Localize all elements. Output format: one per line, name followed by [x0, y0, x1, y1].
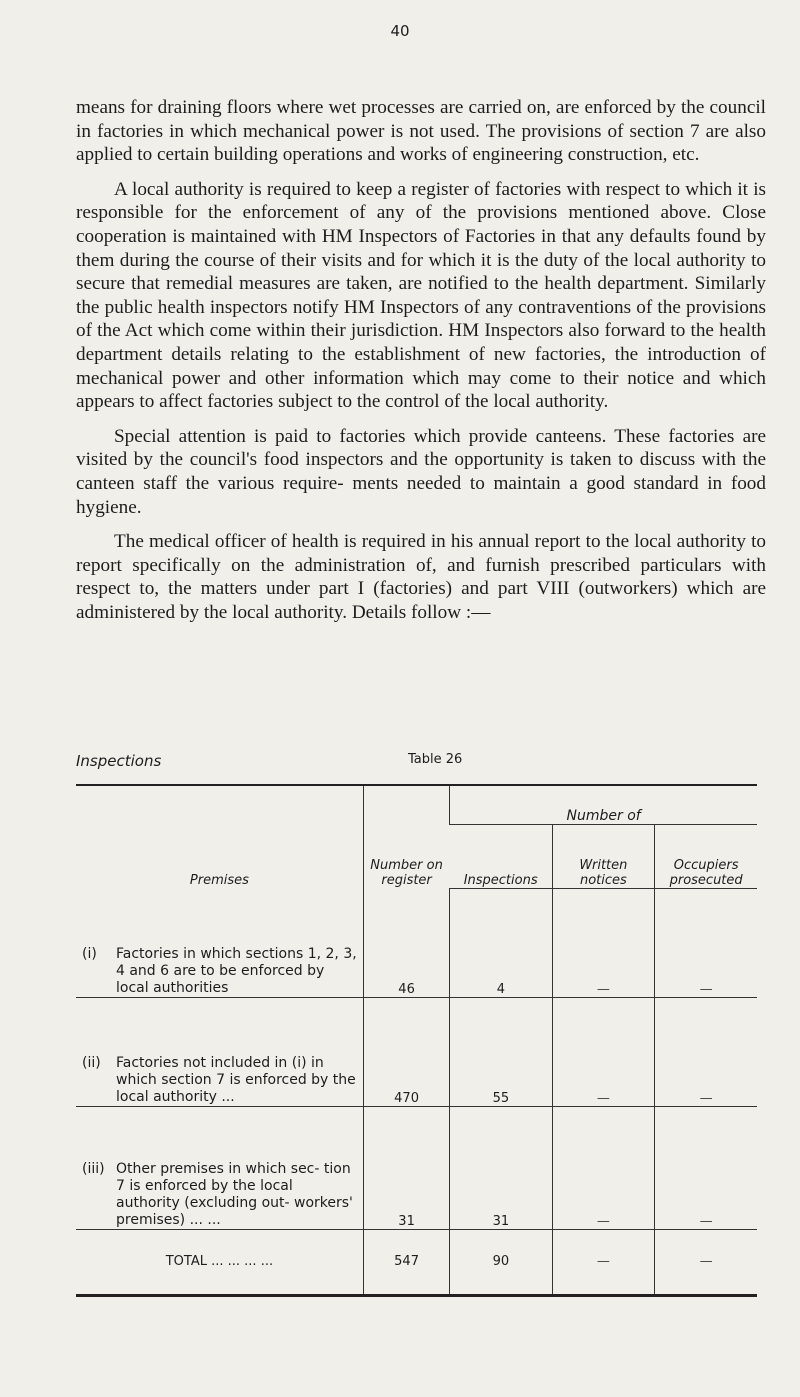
header-occupiers-prosecuted: Occupiers prosecuted [655, 824, 757, 888]
total-label: TOTAL ... ... ... ... [165, 1254, 274, 1269]
prosecuted-cell: — [655, 997, 757, 1106]
table-total-row [76, 1229, 757, 1295]
premises-text: Factories not included in (i) in which section 7 is enforced by the local authority ... [116, 1054, 356, 1105]
header-written-notices: Written notices [552, 824, 655, 888]
header-inspections: Inspections [450, 824, 552, 888]
paragraph: means for draining floors where wet processes are carried on, are enforced by the council in factories in which mechanical power is not used. The provisions of section 7 are also applied to certain building operations and works of engineering construction, etc. [76, 97, 766, 166]
header-premises: Premises [189, 873, 249, 888]
inspections-cell: 31 [450, 1106, 552, 1229]
premises-text: Other premises in which sec- tion 7 is enforced by the local authority (excluding out- workers' premises) ... ... [116, 1160, 353, 1228]
page-number: 40 [390, 22, 410, 40]
total-register: 547 [363, 1229, 449, 1295]
inspections-cell: 4 [450, 888, 552, 997]
register-cell: 46 [363, 888, 449, 997]
inspections-cell: 55 [450, 997, 552, 1106]
body-text [76, 96, 766, 635]
paragraph: The medical officer of health is required in his annual report to the local authority to report specifically on the administration of, and furnish prescribed particulars with respect to, the matters under part I (factories) and part VIII (outworkers) which are administered by the local authority. Details follow :— [76, 531, 766, 623]
premises-cell [76, 888, 363, 997]
total-prosecuted: — [655, 1229, 757, 1295]
written-notices-cell: — [552, 997, 655, 1106]
premises-cell [76, 997, 363, 1106]
premises-cell [76, 1106, 363, 1229]
row-number: (ii) [82, 1054, 101, 1071]
table-row [76, 997, 757, 1106]
table-label: Table 26 [408, 752, 463, 767]
row-number: (iii) [82, 1160, 105, 1177]
header-number-of: Number of [450, 785, 757, 824]
total-written-notices: — [552, 1229, 655, 1295]
register-cell: 470 [363, 997, 449, 1106]
paragraph: Special attention is paid to factories which provide canteens. These factories are visited by the council's food inspectors and the opportunity is taken to discuss with the canteen staff the various require- ments needed to maintain a good standard in food hygiene. [76, 425, 766, 518]
written-notices-cell: — [552, 1106, 655, 1229]
prosecuted-cell: — [655, 1106, 757, 1229]
total-inspections: 90 [450, 1229, 552, 1295]
row-number: (i) [82, 945, 97, 962]
inspections-table [76, 784, 757, 1297]
premises-text: Factories in which sections 1, 2, 3, 4 and 6 are to be enforced by local authorities [116, 945, 357, 996]
paragraph: A local authority is required to keep a register of factories with respect to which it is responsible for the enforcement of any of the provisions mentioned above. Close cooperation is maintained with HM Inspectors of Factories in that any defaults found by them during the course of their visits and for which it is the duty of the local authority to secure that remedial measures are taken, are notified to the health department. Similarly the public health inspectors notify HM Inspectors of any contraventions of the provisions of the Act which come within their jurisdiction. HM Inspectors also forward to the health department details relating to the establishment of new factories, the introduction of mechanical power and other information which may come to their notice and which appears to affect factories subject to the control of the local authority. [76, 178, 766, 413]
prosecuted-cell: — [655, 888, 757, 997]
table-caption: Inspections [76, 752, 162, 770]
header-number-on-register: Number on register [363, 785, 449, 888]
register-cell: 31 [363, 1106, 449, 1229]
table-row [76, 888, 757, 997]
written-notices-cell: — [552, 888, 655, 997]
table-row [76, 1106, 757, 1229]
